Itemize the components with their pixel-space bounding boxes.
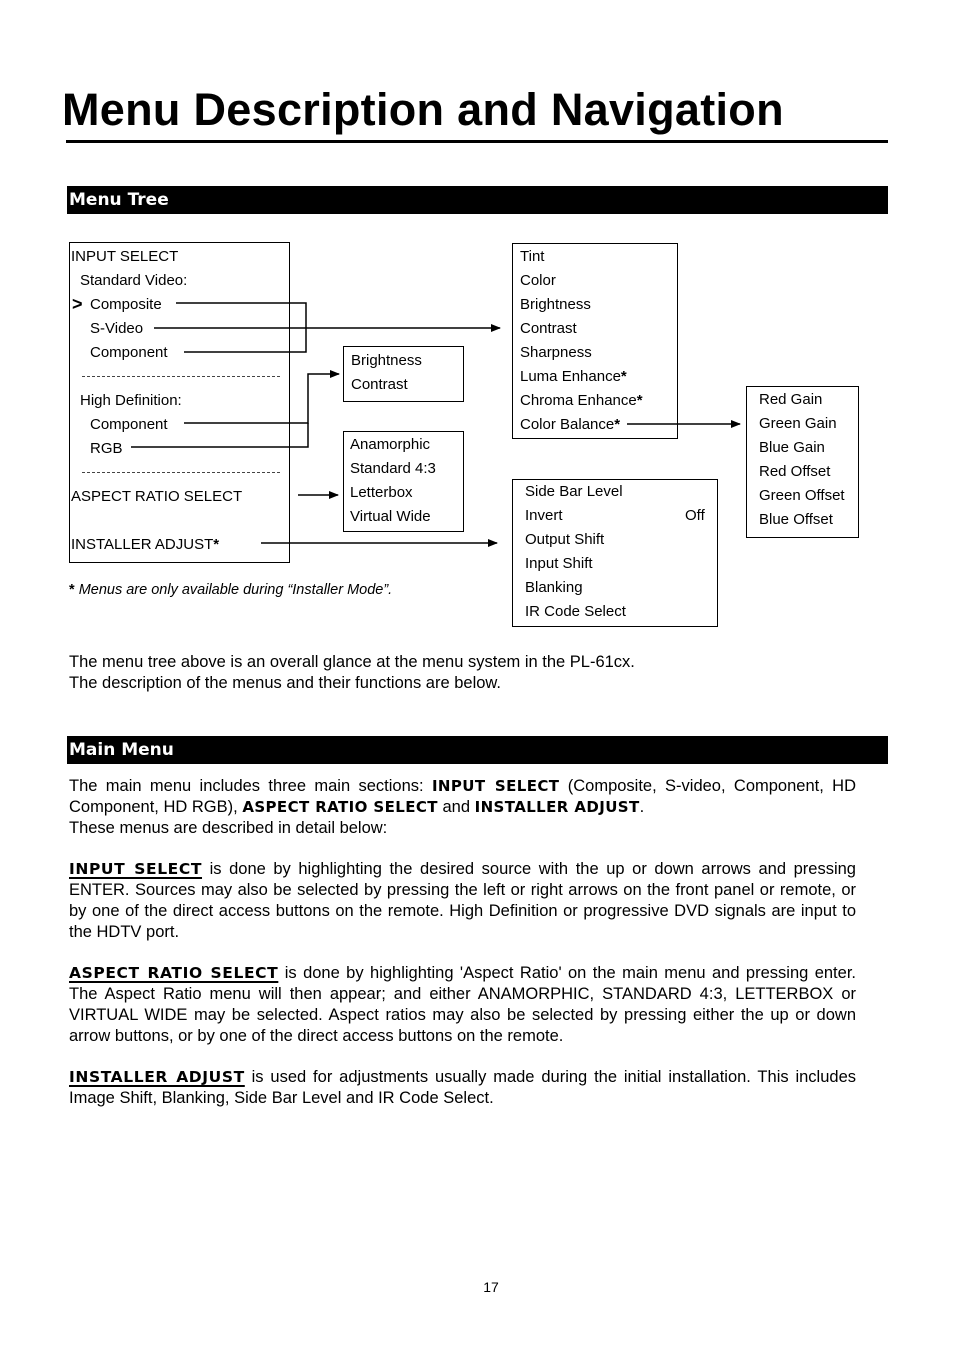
tint-item[interactable]: Tint (520, 248, 545, 265)
invert-value: Off (685, 507, 705, 524)
installer-mode-footnote: * Menus are only available during “Installer Mode”. (69, 582, 393, 598)
brightness-contrast-box (343, 346, 464, 402)
aspect-ratio-paragraph: ASPECT RATIO SELECT is done by highlighting 'Aspect Ratio' on the main menu and pressing enter. The Aspect Ratio menu will then appear; and either ANAMORPHIC, STANDARD 4:3, LETTERBOX or VIRTUAL WIDE may be selected. Aspect ratios may also be selected by pressing either the up or down arrow buttons, or by one of the direct access buttons on the remote. (69, 964, 856, 1045)
contrast-item[interactable]: Contrast (351, 376, 408, 393)
keyword-aspect-ratio-select: ASPECT RATIO SELECT (242, 798, 438, 816)
luma-enhance-item[interactable]: Luma Enhance* (520, 368, 627, 385)
main-menu-heading: Main Menu (67, 736, 888, 764)
installer-adjust-term: INSTALLER ADJUST (69, 1068, 245, 1086)
composite-item[interactable]: Composite (90, 296, 162, 313)
input-shift-item[interactable]: Input Shift (525, 555, 593, 572)
brightness-item[interactable]: Brightness (351, 352, 422, 369)
high-definition-label: High Definition: (80, 392, 182, 409)
summary-line: The menu tree above is an overall glance at the menu system in the PL-61cx. (69, 653, 635, 671)
red-gain-item[interactable]: Red Gain (759, 391, 823, 408)
aspect-ratio-select-term: ASPECT RATIO SELECT (69, 964, 279, 982)
page-number: 17 (483, 1279, 499, 1295)
anamorphic-item[interactable]: Anamorphic (350, 436, 431, 453)
color-balance-box (746, 386, 859, 538)
summary-line: The description of the menus and their functions are below. (69, 674, 502, 692)
aspect-ratio-box (343, 431, 464, 532)
keyword-input-select: INPUT SELECT (431, 777, 560, 795)
green-offset-item[interactable]: Green Offset (759, 487, 845, 504)
invert-item[interactable]: Invert (525, 507, 563, 524)
standard-4-3-item[interactable]: Standard 4:3 (350, 460, 436, 477)
main-menu-intro: The main menu includes three main sections: INPUT SELECT (Composite, S-video, Component, HD Component, HD RGB), ASPECT RATIO SELECT and INSTALLER ADJUST. These menus are described in detail below: (69, 777, 856, 837)
aspect-ratio-select-item[interactable]: ASPECT RATIO SELECT (71, 488, 243, 505)
blue-offset-item[interactable]: Blue Offset (759, 511, 833, 528)
letterbox-item[interactable]: Letterbox (350, 484, 413, 501)
input-select-paragraph: INPUT SELECT is done by highlighting the desired source with the up or down arrows and pressing ENTER. Sources may also be selected by pressing the left or right arrows on the front panel or remote, or by one of the direct access buttons on the remote. High Definition or progressive DVD signals are input to the HDTV port. (69, 860, 856, 941)
menu-tree-summary (69, 652, 856, 694)
input-select-label[interactable]: INPUT SELECT (71, 248, 179, 265)
brightness-item[interactable]: Brightness (520, 296, 591, 313)
blanking-item[interactable]: Blanking (525, 579, 583, 596)
green-gain-item[interactable]: Green Gain (759, 415, 837, 432)
installer-adjust-paragraph: INSTALLER ADJUST is used for adjustments usually made during the initial installation. This includes Image Shift, Blanking, Side Bar Level and IR Code Select. (69, 1068, 857, 1107)
component-item[interactable]: Component (90, 344, 168, 361)
page-title: Menu Description and Navigation (62, 84, 784, 135)
menu-tree-heading: Menu Tree (67, 186, 888, 214)
chroma-enhance-item[interactable]: Chroma Enhance* (520, 392, 643, 409)
installer-adjust-box (512, 479, 718, 627)
installer-adjust-item[interactable]: INSTALLER ADJUST* (71, 536, 220, 553)
ir-code-select-item[interactable]: IR Code Select (525, 603, 626, 620)
s-video-item[interactable]: S-Video (90, 320, 144, 337)
dashed-divider (82, 472, 280, 473)
contrast-item[interactable]: Contrast (520, 320, 577, 337)
selection-caret-icon: > (72, 294, 83, 314)
sharpness-item[interactable]: Sharpness (520, 344, 592, 361)
virtual-wide-item[interactable]: Virtual Wide (350, 508, 431, 525)
hd-component-item[interactable]: Component (90, 416, 168, 433)
side-bar-level-item[interactable]: Side Bar Level (525, 483, 623, 500)
output-shift-item[interactable]: Output Shift (525, 531, 605, 548)
red-offset-item[interactable]: Red Offset (759, 463, 831, 480)
keyword-installer-adjust: INSTALLER ADJUST (474, 798, 640, 816)
blue-gain-item[interactable]: Blue Gain (759, 439, 825, 456)
color-balance-item[interactable]: Color Balance* (520, 416, 621, 433)
picture-settings-box (512, 243, 678, 439)
dashed-divider (82, 376, 280, 377)
standard-video-label: Standard Video: (80, 272, 188, 289)
input-select-term: INPUT SELECT (69, 860, 203, 878)
rgb-item[interactable]: RGB (90, 440, 123, 457)
color-item[interactable]: Color (520, 272, 556, 289)
input-select-box (69, 242, 290, 563)
